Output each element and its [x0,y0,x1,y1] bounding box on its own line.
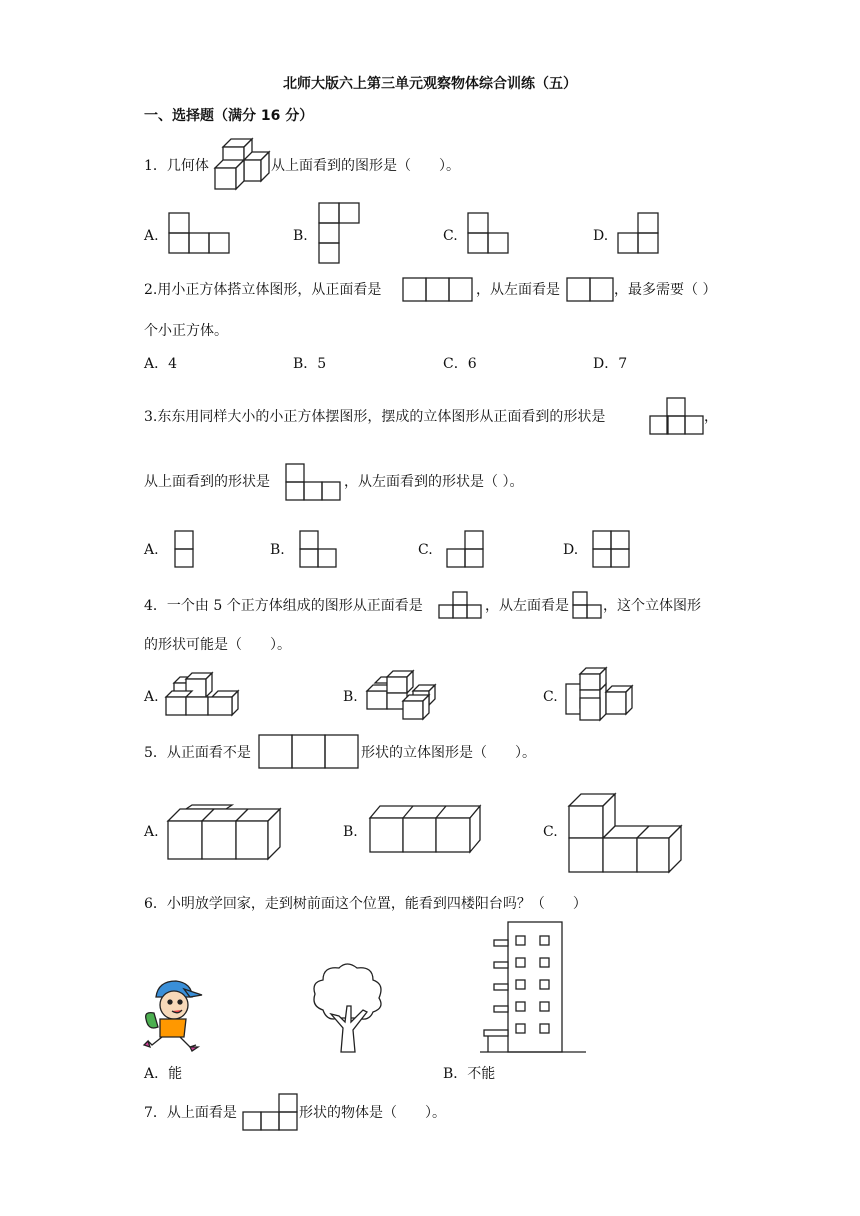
q4-option-c-label[interactable]: C. [543,689,558,705]
q3-option-b-label[interactable]: B. [270,542,285,558]
q3-option-d-figure[interactable] [592,530,632,570]
q4-front-view-figure [438,591,486,621]
q5-option-a-figure[interactable] [166,803,284,863]
q3-option-d-label[interactable]: D. [563,542,579,558]
q2-front-view-figure [402,277,474,303]
q1-option-d-label[interactable]: D. [593,228,609,244]
q2-option-d[interactable]: D．7 [593,356,628,372]
q4-option-b-label[interactable]: B. [343,689,358,705]
page-title: 北师大版六上第三单元观察物体综合训练（五） [283,76,577,92]
q4-option-a-label[interactable]: A. [144,689,159,705]
tree-illustration [309,962,385,1054]
q4-stem-part3: ，这个立体图形 [603,598,701,614]
q1-option-c-figure[interactable] [467,211,513,255]
q4-stem-part2: ，从左面看是 [485,598,569,614]
q3-comma: ， [704,409,718,425]
boy-illustration [140,975,204,1053]
q4-option-a-figure[interactable] [164,671,240,719]
q2-stem-part3: ，最多需要（ ） [614,282,717,298]
q5-stem-end: 形状的立体图形是（ ）。 [361,745,536,761]
q2-stem-line2: 个小正方体。 [144,323,228,339]
q3-option-c-figure[interactable] [446,530,486,570]
q1-option-a-label[interactable]: A. [144,228,159,244]
q4-option-c-figure[interactable] [564,666,636,722]
q6-option-a[interactable]: A．能 [144,1066,183,1082]
q3-option-b-figure[interactable] [299,530,339,570]
q7-top-view-figure [241,1093,301,1133]
q2-option-a[interactable]: A．4 [144,356,178,372]
q7-stem-start: 7．从上面看是 [144,1105,237,1121]
q1-option-a-figure[interactable] [168,211,232,255]
q2-option-b[interactable]: B．5 [293,356,327,372]
q5-option-c-label[interactable]: C. [543,824,558,840]
q2-left-view-figure [566,277,614,303]
q3-top-view-figure [285,463,345,503]
q3-stem-line2b: ，从左面看到的形状是（ ）。 [344,474,524,490]
q1-solid-figure [214,138,270,192]
q5-front-view-figure [258,734,360,770]
q5-option-b-label[interactable]: B. [343,824,358,840]
q1-option-b-label[interactable]: B. [293,228,308,244]
q6-stem: 6．小明放学回家，走到树前面这个位置，能看到四楼阳台吗？（ ） [144,896,587,912]
q3-option-a-label[interactable]: A. [144,542,159,558]
q3-option-a-figure[interactable] [174,530,196,570]
q2-option-c[interactable]: C．6 [443,356,477,372]
q4-option-b-figure[interactable] [365,669,437,721]
q2-stem-part2: ，从左面看是 [476,282,560,298]
q4-left-view-figure [572,591,606,621]
q2-stem-part1: 2.用小正方体搭立体图形，从正面看是 [144,282,382,298]
section-heading: 一、选择题（满分 16 分） [144,108,314,124]
q5-option-b-figure[interactable] [368,804,484,856]
q1-option-d-figure[interactable] [617,211,663,255]
q1-stem-end: 从上面看到的图形是（ ）。 [271,158,460,174]
q4-stem-part1: 4．一个由 5 个正方体组成的图形从正面看是 [144,598,423,614]
q5-stem-start: 5．从正面看不是 [144,745,251,761]
q4-stem-line2: 的形状可能是（ ）。 [144,637,291,653]
q3-option-c-label[interactable]: C. [418,542,433,558]
q3-stem-line2a: 从上面看到的形状是 [144,474,270,490]
building-illustration [478,920,588,1056]
q1-stem-start: 1．几何体 [144,158,209,174]
q3-front-view-figure [649,397,705,437]
q7-stem-end: 形状的物体是（ ）。 [299,1105,446,1121]
q1-option-b-figure[interactable] [318,202,364,266]
q3-stem-line1: 3.东东用同样大小的小正方体摆图形，摆成的立体图形从正面看到的形状是 [144,409,606,425]
q5-option-a-label[interactable]: A. [144,824,159,840]
q1-option-c-label[interactable]: C. [443,228,458,244]
q5-option-c-figure[interactable] [567,792,685,874]
q6-option-b[interactable]: B．不能 [443,1066,496,1082]
